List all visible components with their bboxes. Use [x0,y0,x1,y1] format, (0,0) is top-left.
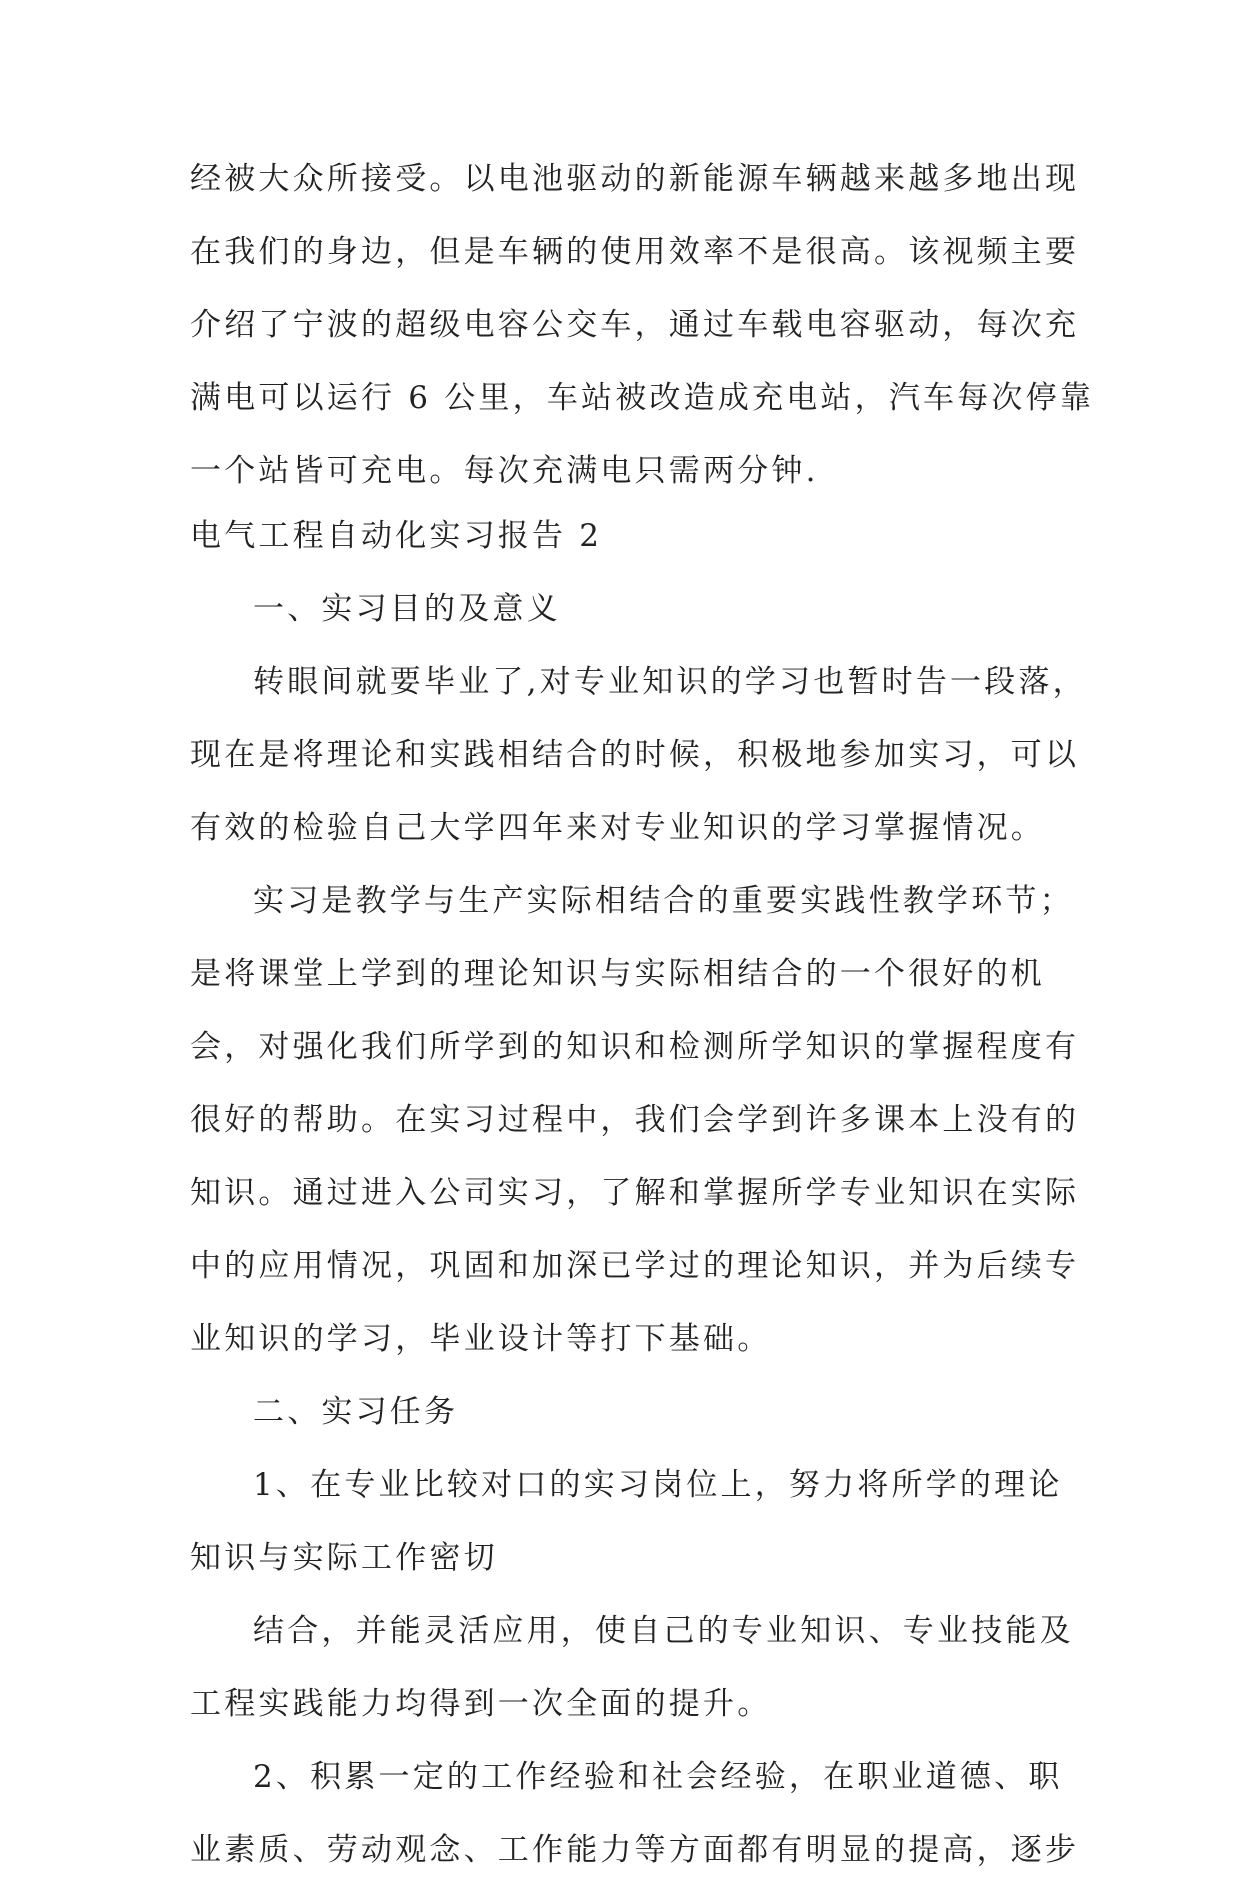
paragraph-line: 是将课堂上学到的理论知识与实际相结合的一个很好的机 [190,956,1045,992]
document-page [190,160,1095,1904]
section-heading: 二、实习任务 [253,1394,459,1430]
paragraph-line: 1、在专业比较对口的实习岗位上，努力将所学的理论 [253,1467,1063,1503]
paragraph-line: 经被大众所接受。以电池驱动的新能源车辆越来越多地出现 [190,161,1080,197]
paragraph-line: 转眼间就要毕业了,对专业知识的学习也暂时告一段落， [253,664,1087,700]
section-heading: 一、实习目的及意义 [253,591,561,627]
section-title: 电气工程自动化实习报告 2 [190,518,603,554]
paragraph-line: 业素质、劳动观念、工作能力等方面都有明显的提高，逐步 [190,1832,1080,1868]
paragraph-line: 现在是将理论和实践相结合的时候，积极地参加实习，可以 [190,737,1080,773]
paragraph-line: 很好的帮助。在实习过程中，我们会学到许多课本上没有的 [190,1102,1080,1138]
paragraph-line: 有效的检验自己大学四年来对专业知识的学习掌握情况。 [190,810,1045,846]
paragraph-line: 知识与实际工作密切 [190,1540,498,1576]
paragraph-line: 实习是教学与生产实际相结合的重要实践性教学环节； [253,883,1074,919]
paragraph-line: 工程实践能力均得到一次全面的提升。 [190,1686,772,1722]
paragraph-line: 业知识的学习，毕业设计等打下基础。 [190,1321,772,1357]
paragraph-line: 2、积累一定的工作经验和社会经验，在职业道德、职 [253,1759,1063,1795]
paragraph-line: 中的应用情况，巩固和加深已学过的理论知识，并为后续专 [190,1248,1080,1284]
paragraph-line: 知识。通过进入公司实习，了解和掌握所学专业知识在实际 [190,1175,1080,1211]
paragraph-line: 满电可以运行 6 公里，车站被改造成充电站，汽车每次停靠 [190,380,1095,416]
paragraph-line: 介绍了宁波的超级电容公交车，通过车载电容驱动，每次充 [190,307,1080,343]
paragraph-line: 在我们的身边，但是车辆的使用效率不是很高。该视频主要 [190,234,1080,270]
paragraph-line: 会，对强化我们所学到的知识和检测所学知识的掌握程度有 [190,1029,1080,1065]
paragraph-line: 结合，并能灵活应用，使自己的专业知识、专业技能及 [253,1613,1074,1649]
paragraph-line: 一个站皆可充电。每次充满电只需两分钟. [190,453,819,489]
